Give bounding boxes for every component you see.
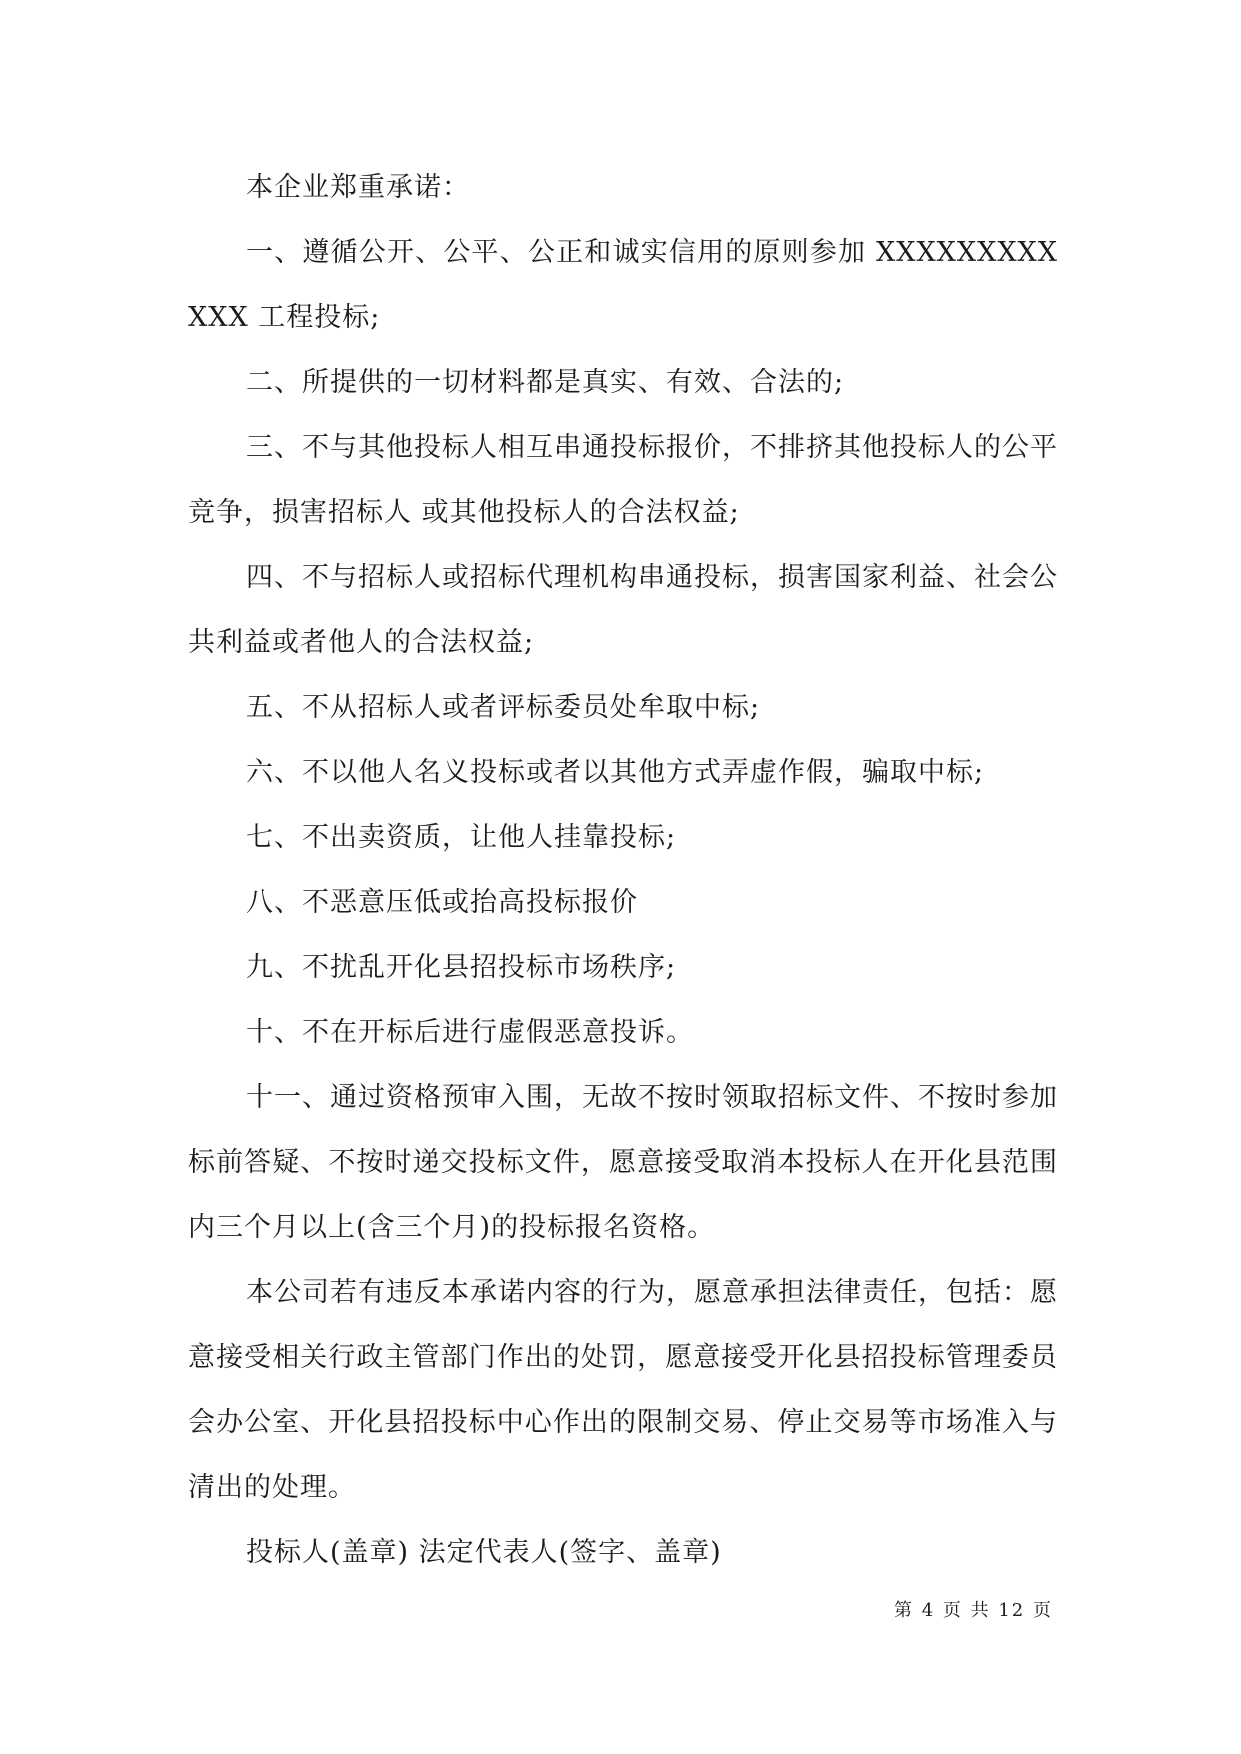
total-pages-number: 12 xyxy=(998,1600,1026,1621)
current-page-number: 4 xyxy=(921,1600,936,1621)
paragraph-intro: 本企业郑重承诺： xyxy=(246,172,470,203)
paragraph-item-1: 一、遵循公开、公平、公正和诚实信用的原则参加 XXXXXXXXXXXX 工程投标; xyxy=(188,237,1058,333)
paragraph-item-8: 八、不恶意压低或抬高投标报价 xyxy=(246,887,638,918)
document-body xyxy=(188,155,1058,1585)
paragraph-item-10: 十、不在开标后进行虚假恶意投诉。 xyxy=(246,1017,694,1048)
paragraph-item-6: 六、不以他人名义投标或者以其他方式弄虚作假，骗取中标; xyxy=(246,757,985,788)
paragraph-item-3: 三、不与其他投标人相互串通投标报价，不排挤其他投标人的公平竞争，损害招标人 或其他投标人的合法权益; xyxy=(188,432,1058,528)
paragraph-item-7: 七、不出卖资质，让他人挂靠投标; xyxy=(246,822,677,853)
page-number-footer xyxy=(894,1596,1053,1622)
paragraph-item-11: 十一、通过资格预审入围，无故不按时领取招标文件、不按时参加标前答疑、不按时递交投标文件，愿意接受取消本投标人在开化县范围内三个月以上(含三个月)的投标报名资格。 xyxy=(188,1082,1058,1243)
paragraph-item-9: 九、不扰乱开化县招投标市场秩序; xyxy=(246,952,677,983)
page-label-mid: 页 共 xyxy=(942,1600,991,1621)
paragraph-item-2: 二、所提供的一切材料都是真实、有效、合法的; xyxy=(246,367,845,398)
paragraph-item-5: 五、不从招标人或者评标委员处牟取中标; xyxy=(246,692,761,723)
page-label-prefix: 第 xyxy=(893,1600,914,1621)
paragraph-item-4: 四、不与招标人或招标代理机构串通投标，损害国家利益、社会公共利益或者他人的合法权益; xyxy=(188,562,1058,658)
paragraph-signature: 投标人(盖章) 法定代表人(签字、盖章) xyxy=(246,1537,722,1568)
paragraph-liability: 本公司若有违反本承诺内容的行为，愿意承担法律责任，包括：愿意接受相关行政主管部门作出的处罚，愿意接受开化县招投标管理委员会办公室、开化县招投标中心作出的限制交易、停止交易等市场准入与清出的处理。 xyxy=(188,1277,1058,1503)
page-label-suffix: 页 xyxy=(1033,1600,1053,1621)
